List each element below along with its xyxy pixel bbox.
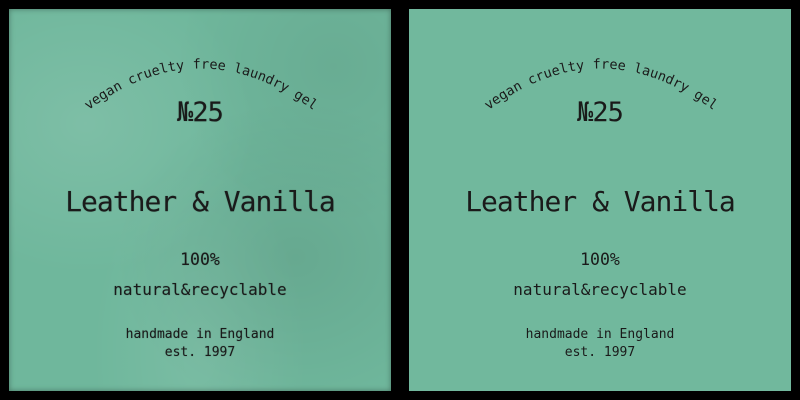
origin-text: handmade in England xyxy=(525,327,675,342)
established-text: est. 1997 xyxy=(164,345,236,360)
scent-name: Leather & Vanilla xyxy=(65,185,335,218)
percent-claim: 100% xyxy=(580,250,620,269)
established-text: est. 1997 xyxy=(564,345,636,360)
scent-name: Leather & Vanilla xyxy=(465,185,735,218)
product-number: №25 xyxy=(577,97,623,128)
product-number: №25 xyxy=(177,97,223,128)
percent-claim: 100% xyxy=(180,250,220,269)
origin-text: handmade in England xyxy=(125,327,275,342)
natural-claim: natural&recyclable xyxy=(513,280,687,299)
tagline-text: vegan cruelty free laundry gel xyxy=(481,56,721,114)
product-label-textured xyxy=(9,9,391,391)
product-label-flat xyxy=(409,9,791,391)
tagline-text: vegan cruelty free laundry gel xyxy=(81,56,321,114)
natural-claim: natural&recyclable xyxy=(113,280,287,299)
